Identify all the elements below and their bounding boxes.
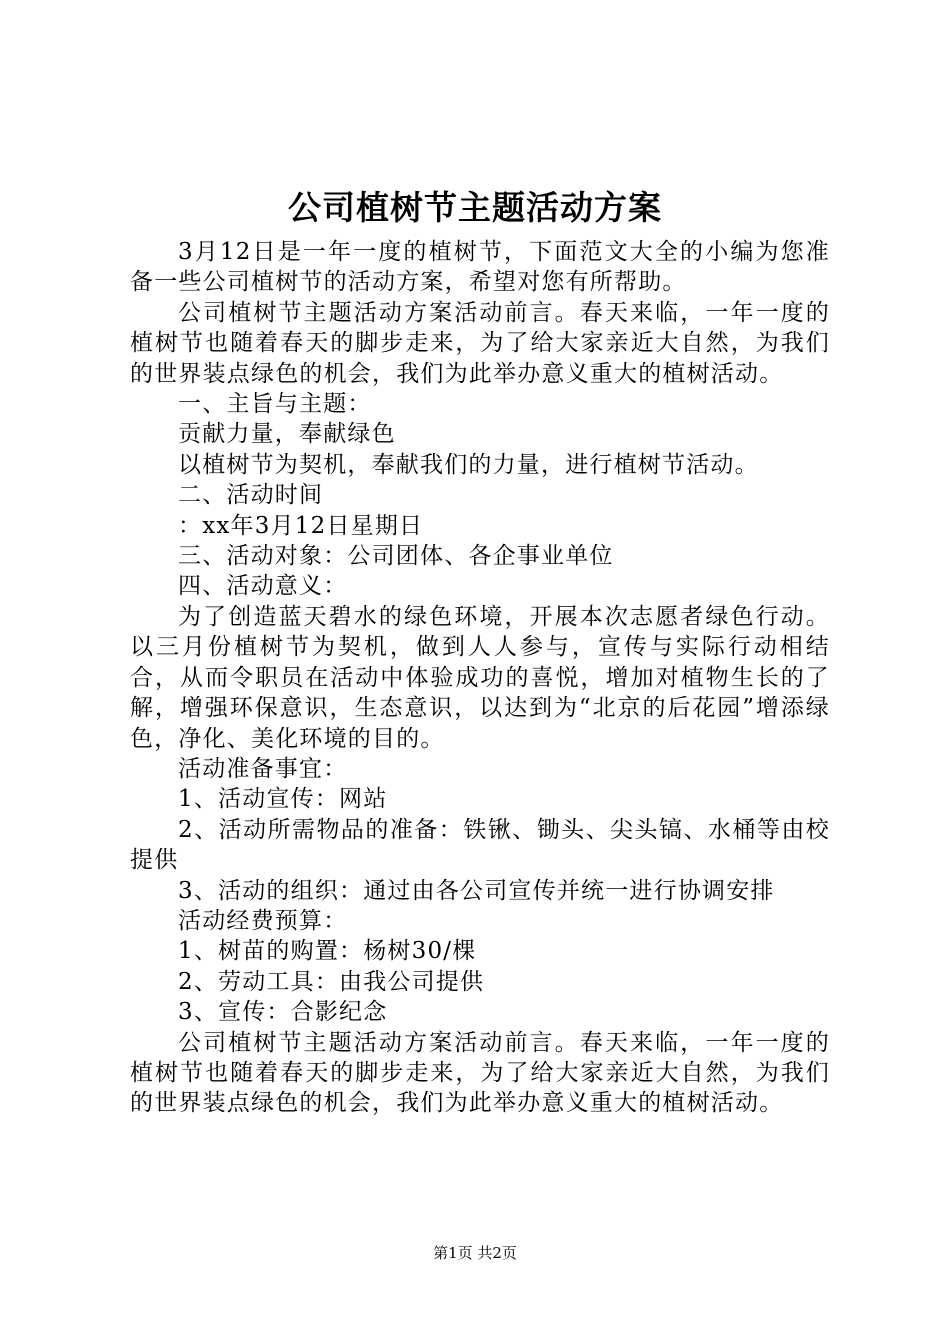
intro-paragraph: 3月12日是一年一度的植树节，下面范文大全的小编为您准备一些公司植树节的活动方案，希望对您有所帮助。 bbox=[130, 239, 830, 296]
activity-date: ：xx年3月12日星期日 bbox=[178, 512, 424, 539]
document-title: 公司植树节主题活动方案 bbox=[288, 188, 662, 227]
preparation-item-1: 1、活动宣传：网站 bbox=[178, 786, 388, 813]
budget-item-2: 2、劳动工具：由我公司提供 bbox=[178, 968, 485, 995]
preparation-item-2: 2、活动所需物品的准备：铁锹、锄头、尖头镐、水桶等由校提供 bbox=[130, 816, 830, 874]
page-number-footer: 第1页 共2页 bbox=[433, 1244, 517, 1262]
significance-paragraph: 为了创造蓝天碧水的绿色环境，开展本次志愿者绿色行动。以三月份植树节为契机，做到人人参与，宣传与实际行动相结合，从而令职员在活动中体验成功的喜悦，增加对植物生长的了解，增强环保意识，生态意识，以达到为“北京的后花园”增添绿色，净化、美化环境的目的。 bbox=[130, 603, 830, 752]
theme-description: 以植树节为契机，奉献我们的力量，进行植树节活动。 bbox=[178, 451, 759, 478]
budget-heading: 活动经费预算： bbox=[178, 907, 348, 934]
section-heading-time: 二、活动时间 bbox=[178, 482, 324, 509]
section-heading-target: 三、活动对象：公司团体、各企事业单位 bbox=[178, 543, 614, 570]
preparation-heading: 活动准备事宜： bbox=[178, 755, 348, 782]
document-body bbox=[130, 237, 830, 1119]
theme-line: 贡献力量，奉献绿色 bbox=[178, 421, 396, 448]
preparation-item-3: 3、活动的组织：通过由各公司宣传并统一进行协调安排 bbox=[178, 877, 775, 904]
closing-paragraph: 公司植树节主题活动方案活动前言。春天来临，一年一度的植树节也随着春天的脚步走来，为了给大家亲近大自然，为我们的世界装点绿色的机会，我们为此举办意义重大的植树活动。 bbox=[130, 1029, 830, 1117]
budget-item-1: 1、树苗的购置：杨树30/棵 bbox=[178, 938, 477, 965]
section-heading-purpose: 一、主旨与主题： bbox=[178, 391, 372, 418]
budget-item-3: 3、宣传：合影纪念 bbox=[178, 999, 388, 1026]
preface-paragraph: 公司植树节主题活动方案活动前言。春天来临，一年一度的植树节也随着春天的脚步走来，为了给大家亲近大自然，为我们的世界装点绿色的机会，我们为此举办意义重大的植树活动。 bbox=[130, 299, 830, 387]
section-heading-significance: 四、活动意义： bbox=[178, 573, 348, 600]
